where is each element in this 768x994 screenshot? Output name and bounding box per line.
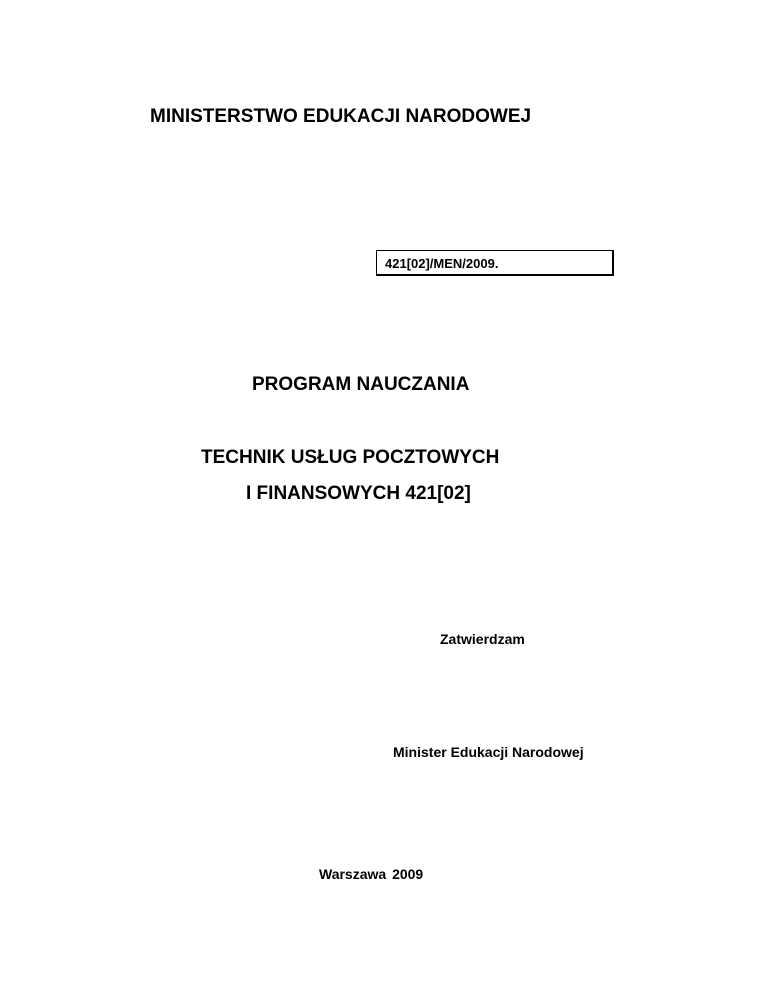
profession-name-line-2: I FINANSOWYCH 421[02] <box>246 483 471 504</box>
program-heading: PROGRAM NAUCZANIA <box>252 374 470 395</box>
signatory-title: Minister Edukacji Narodowej <box>393 744 584 760</box>
approval-label: Zatwierdzam <box>440 631 525 647</box>
program-code-box <box>376 250 614 276</box>
profession-name-line-1: TECHNIK USŁUG POCZTOWYCH <box>201 447 500 468</box>
program-code: 421[02]/MEN/2009. <box>385 256 499 271</box>
place-and-date: Warszawa 2009 <box>319 866 424 882</box>
ministry-title: MINISTERSTWO EDUKACJI NARODOWEJ <box>150 106 532 127</box>
